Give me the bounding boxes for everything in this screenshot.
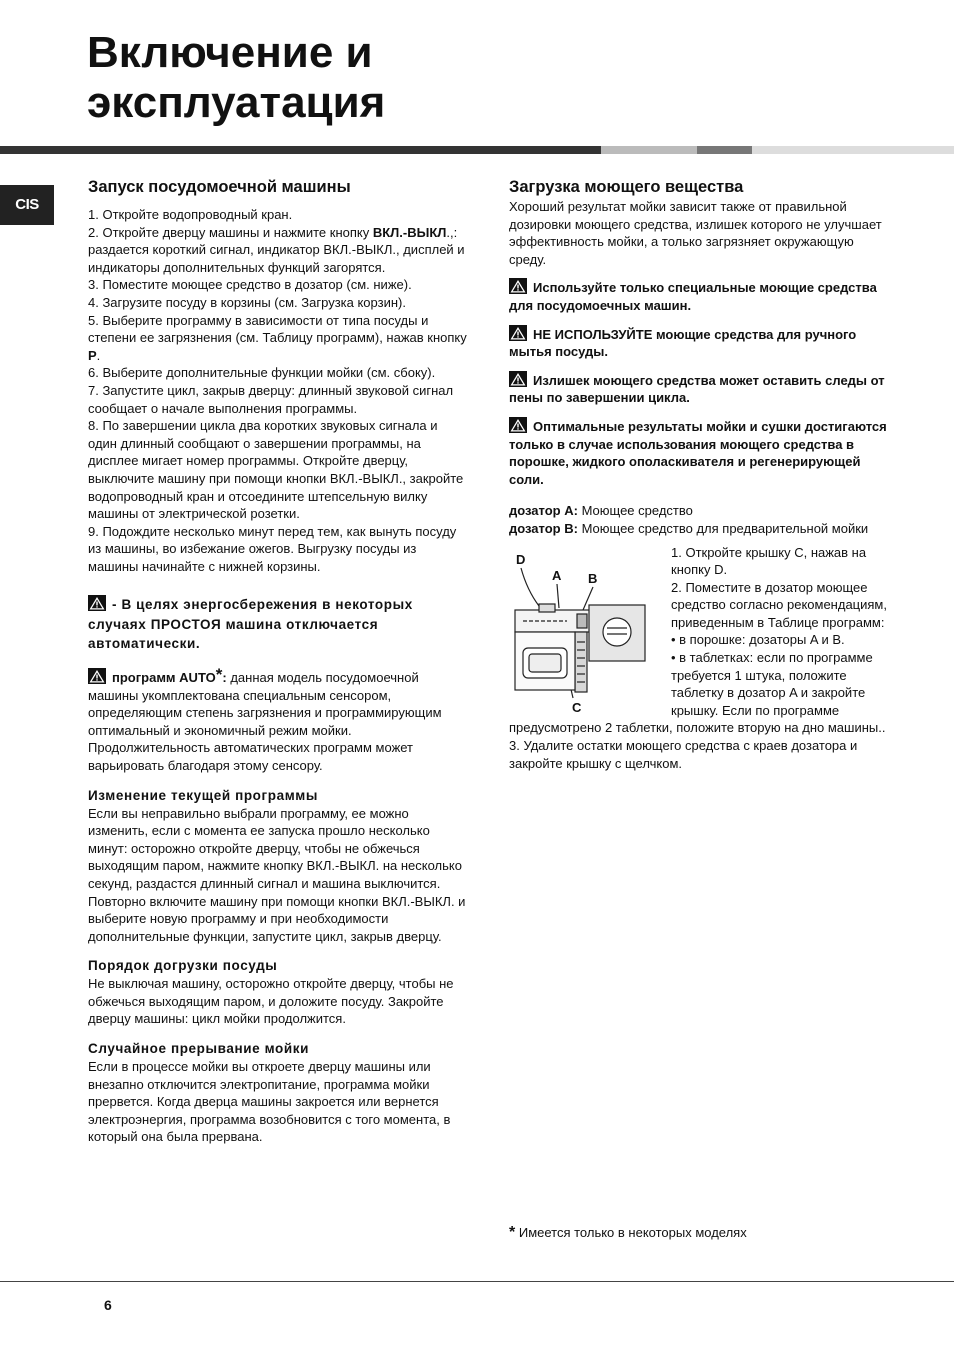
warning-icon (509, 325, 527, 341)
dispenser-diagram (509, 550, 659, 715)
page-title-line-1: Включение и (87, 28, 373, 77)
detergent-intro: Хороший результат мойки зависит также от правильной дозировки моющего средства, излишек которого не улучшает эффективность мойки, а только загрязняет окружающую среду. (509, 199, 882, 267)
page-title-line-2: эксплуатация (87, 78, 386, 127)
detergent-heading: Загрузка моющего вещества (509, 178, 744, 196)
interruption-text: Если в процессе мойки вы откроете дверцу машины или внезапно отключится электропитание, программа мойки прервется. Когда дверца машины закроется или вернется электроэнергия, программа возобновится с того момента, в который она была прервана. (88, 1059, 451, 1145)
warning-icon (88, 668, 106, 684)
step-5: 5. Выберите программу в зависимости от типа посуды и степени ее загрязнения (см. Таблицу программ), нажав кнопку P. (88, 312, 467, 363)
warning-icon (509, 417, 527, 433)
step-2: 2. Откройте дверцу машины и нажмите кнопку ВКЛ.-ВЫКЛ.,: раздается короткий сигнал, индикатор ВКЛ.-ВЫКЛ., дисплей и индикаторы дополнительных функций загорятся. (88, 224, 465, 275)
startup-steps (88, 206, 468, 575)
add-dishes-heading: Порядок догрузки посуды (88, 958, 278, 974)
step-6: 6. Выберите дополнительные функции мойки (см. сбоку). (88, 365, 436, 381)
step-8: 8. По завершении цикла два коротких звуковых сигнала и один длинный сообщают о завершении программы, на дисплее мигает номер программы. Откройте дверцу, выключите машину при помощи кнопки ВКЛ.-ВЫКЛ., закройте водопроводный кран и отсоедините штепсельную вилку машины от электрической розетки. (88, 418, 464, 522)
warning-best-results: Оптимальные результаты мойки и сушки достигаются только в случае использования моющего средства в порошке, жидкого ополаскивателя и регенерирующей соли. (509, 418, 887, 487)
header-stripe-mid (601, 146, 697, 154)
startup-heading: Запуск посудомоечной машины (88, 178, 351, 196)
diagram-label-d: D (516, 551, 526, 567)
step-9: 9. Подождите несколько минут перед тем, как вынуть посуду из машины, во избежание ожегов. Выгрузку посуды из машины начинайте с нижней корзины. (88, 523, 457, 574)
page-title (87, 28, 385, 128)
auto-program-note: программ AUTO*: данная модель посудомоечной машины укомплектована специальным сенсором, определяющим степень загрязнения и программирующим оптимальный и экономичный режим мойки. Продолжительность автоматических программ может варьировать благодаря этому сенсору. (88, 664, 442, 773)
footnote-star: * (509, 1224, 516, 1241)
add-dishes-text: Не выключая машину, осторожно откройте дверцу, чтобы не обжечься выходящим паром, и доложите посуду. Закройте дверцу машины: цикл мойки продолжится. (88, 976, 454, 1027)
diagram-label-a: A (552, 567, 562, 583)
change-program-heading: Изменение текущей программы (88, 787, 319, 803)
warning-excess-detergent: Излишек моющего средства может оставить следы от пены по завершении цикла. (509, 372, 885, 406)
diagram-label-c: C (572, 699, 582, 715)
diagram-label-b: B (588, 570, 598, 586)
section-add-dishes (88, 957, 468, 1028)
header-stripe-light (752, 146, 954, 154)
warning-icon (509, 278, 527, 294)
step-7: 7. Запустите цикл, закрыв дверцу: длинный звуковой сигнал сообщает о начале выполнения программы. (88, 382, 454, 416)
section-change-program (88, 787, 468, 946)
step-3: 3. Поместите моющее средство в дозатор (см. ниже). (88, 277, 412, 293)
instruction-tablets: • в таблетках: если по программе требуется 1 штука, положите таблетку в дозатор A и закройте крышку. Если по программе предусмотрено 2 таблетки, положите вторую на дно машины.. (509, 650, 886, 736)
dispenser-a: дозатор A: Моющее средство (509, 503, 693, 519)
change-program-text: Если вы неправильно выбрали программу, ее можно изменить, если с момента ее запуска прошло несколько минут: осторожно откройте дверцу, чтобы не обжечься выходящим паром, нажмите кнопку ВКЛ.-ВЫКЛ. на несколько секунд, раздастся длинный сигнал и машина выключится. Повторно включите машину при помощи кнопки ВКЛ.-ВЫКЛ. и выберите новую программу и при необходимости дополнительные функции, запустите цикл, закрыв дверцу. (88, 805, 466, 944)
header-stripe-dark (0, 146, 601, 154)
footnote-text: Имеется только в некоторых моделях (515, 1225, 747, 1240)
step-1: 1. Откройте водопроводный кран. (88, 207, 293, 222)
instruction-2: 2. Поместите в дозатор моющее средство согласно рекомендациям, приведенным в Таблице программ: (671, 579, 887, 630)
footnote (509, 1224, 747, 1242)
dispenser-legend (509, 502, 894, 537)
warning-no-hand-detergent: НЕ ИСПОЛЬЗУЙТЕ моющие средства для ручного мытья посуды. (509, 326, 857, 360)
instruction-1: 1. Откройте крышку C, нажав на кнопку D. (671, 544, 867, 578)
instruction-powder: • в порошке: дозаторы A и B. (671, 632, 845, 648)
right-column (509, 176, 894, 772)
step-4: 4. Загрузите посуду в корзины (см. Загрузка корзин). (88, 294, 406, 310)
language-tab: CIS (0, 185, 54, 225)
warning-icon (509, 371, 527, 387)
dispenser-instructions (509, 544, 894, 773)
header-stripe-gray (697, 146, 752, 154)
warning-special-detergent: Используйте только специальные моющие средства для посудомоечных машин. (509, 280, 877, 313)
dispenser-b: дозатор B: Моющее средство для предварительной мойки (509, 520, 869, 536)
warning-icon (88, 595, 106, 611)
section-interruption (88, 1040, 468, 1146)
left-column (88, 176, 468, 1146)
page-number: 6 (104, 1297, 112, 1313)
instruction-3: 3. Удалите остатки моющего средства с краев дозатора и закройте крышку с щелчком. (509, 738, 858, 771)
interruption-heading: Случайное прерывание мойки (88, 1041, 309, 1057)
energy-warning: - В целях энергосбережения в некоторых случаях ПРОСТОЯ машина отключается автоматически. (88, 597, 413, 652)
diagram-drawing (515, 568, 645, 698)
footer-divider (0, 1281, 954, 1282)
